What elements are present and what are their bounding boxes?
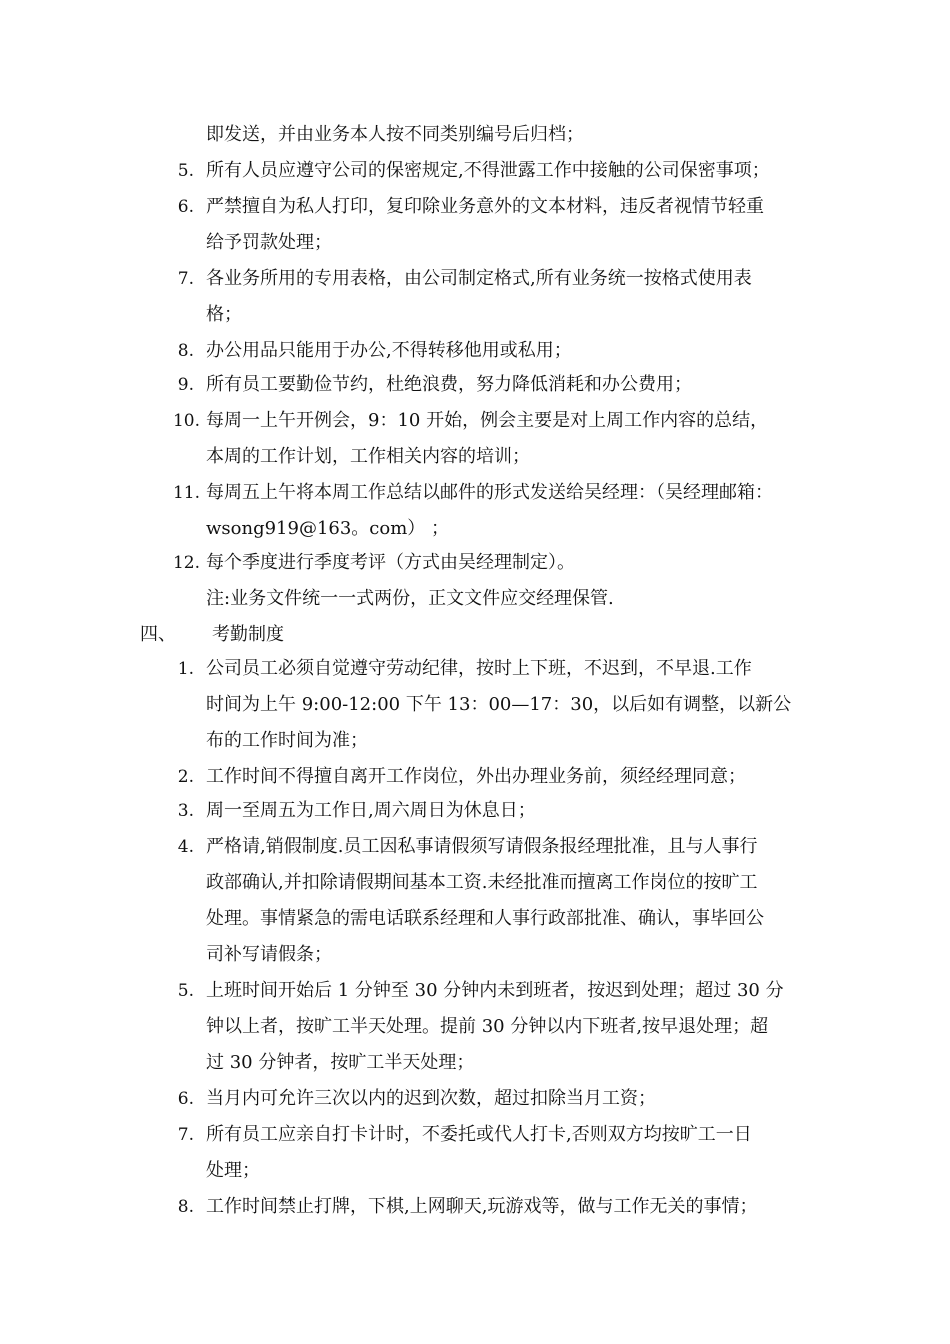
list-item-line: 所有员工应亲自打卡计时，不委托或代人打卡,否则双方均按旷工一日 — [206, 1124, 752, 1145]
list-item-line: 布的工作时间为准； — [206, 730, 368, 751]
list-item-line: 每周五上午将本周工作总结以邮件的形式发送给吴经理：（吴经理邮箱： — [206, 482, 773, 503]
item-number: 10. — [172, 411, 200, 431]
item-number: 3. — [177, 801, 194, 821]
item-number: 6. — [177, 197, 194, 217]
list-item-line: wsong919@163。com） ； — [206, 518, 450, 539]
item-number: 12. — [172, 553, 200, 573]
list-item-line: 公司员工必须自觉遵守劳动纪律，按时上下班，不迟到，不早退.工作 — [206, 658, 752, 679]
item-number: 5. — [177, 161, 194, 181]
list-item-line: 格； — [206, 304, 242, 325]
list-item-line: 办公用品只能用于办公,不得转移他用或私用； — [206, 340, 572, 361]
list-item-line: 给予罚款处理； — [206, 232, 332, 253]
list-item-line: 处理。事情紧急的需电话联系经理和人事行政部批准、确认，事毕回公 — [206, 908, 764, 929]
list-item-line: 每个季度进行季度考评（方式由吴经理制定）。 — [206, 552, 575, 573]
item-number: 8. — [177, 341, 194, 361]
list-item-line: 处理； — [206, 1160, 260, 1181]
item-number: 9. — [177, 375, 194, 395]
list-item-line: 本周的工作计划，工作相关内容的培训； — [206, 446, 530, 467]
section-title: 考勤制度 — [212, 624, 284, 645]
list-item-line: 每周一上午开例会，9：10 开始，例会主要是对上周工作内容的总结， — [206, 410, 769, 431]
list-item-line: 过 30 分钟者，按旷工半天处理； — [206, 1052, 475, 1073]
list-item-line: 时间为上午 9:00-12:00 下午 13：00—17：30，以后如有调整，以新公 — [206, 694, 792, 715]
list-item-line: 当月内可允许三次以内的迟到次数，超过扣除当月工资； — [206, 1088, 656, 1109]
list-item-line: 所有员工要勤俭节约，杜绝浪费，努力降低消耗和办公费用； — [206, 374, 692, 395]
item-number: 5. — [177, 981, 194, 1001]
list-item-line: 工作时间禁止打牌，下棋,上网聊天,玩游戏等，做与工作无关的事情； — [206, 1196, 758, 1217]
note-line: 注:业务文件统一一式两份，正文文件应交经理保管. — [206, 588, 614, 609]
item-number: 1. — [177, 659, 194, 679]
list-item-line: 钟以上者，按旷工半天处理。提前 30 分钟以内下班者,按早退处理；超 — [206, 1016, 769, 1037]
list-item-line: 工作时间不得擅自离开工作岗位，外出办理业务前，须经经理同意； — [206, 766, 746, 787]
list-item-line: 所有人员应遵守公司的保密规定,不得泄露工作中接触的公司保密事项； — [206, 160, 770, 181]
item-number: 6. — [177, 1089, 194, 1109]
section-number: 四、 — [140, 624, 176, 645]
list-item-line: 周一至周五为工作日,周六周日为休息日； — [206, 800, 536, 821]
item-number: 7. — [177, 1125, 194, 1145]
item-number: 8. — [177, 1197, 194, 1217]
list-item-line: 司补写请假条； — [206, 944, 332, 965]
list-item-line: 政部确认,并扣除请假期间基本工资.未经批准而擅离工作岗位的按旷工 — [206, 872, 758, 893]
list-item-line: 严格请,销假制度.员工因私事请假须写请假条报经理批准，且与人事行 — [206, 836, 758, 857]
list-item-line: 各业务所用的专用表格，由公司制定格式,所有业务统一按格式使用表 — [206, 268, 752, 289]
item-number: 2. — [177, 767, 194, 787]
item-number: 11. — [172, 483, 200, 503]
carry-over-line: 即发送，并由业务本人按不同类别编号后归档； — [206, 124, 584, 145]
item-number: 7. — [177, 269, 194, 289]
list-item-line: 严禁擅自为私人打印，复印除业务意外的文本材料，违反者视情节轻重 — [206, 196, 764, 217]
list-item-line: 上班时间开始后 1 分钟至 30 分钟内未到班者，按迟到处理；超过 30 分 — [206, 980, 784, 1001]
item-number: 4. — [177, 837, 194, 857]
